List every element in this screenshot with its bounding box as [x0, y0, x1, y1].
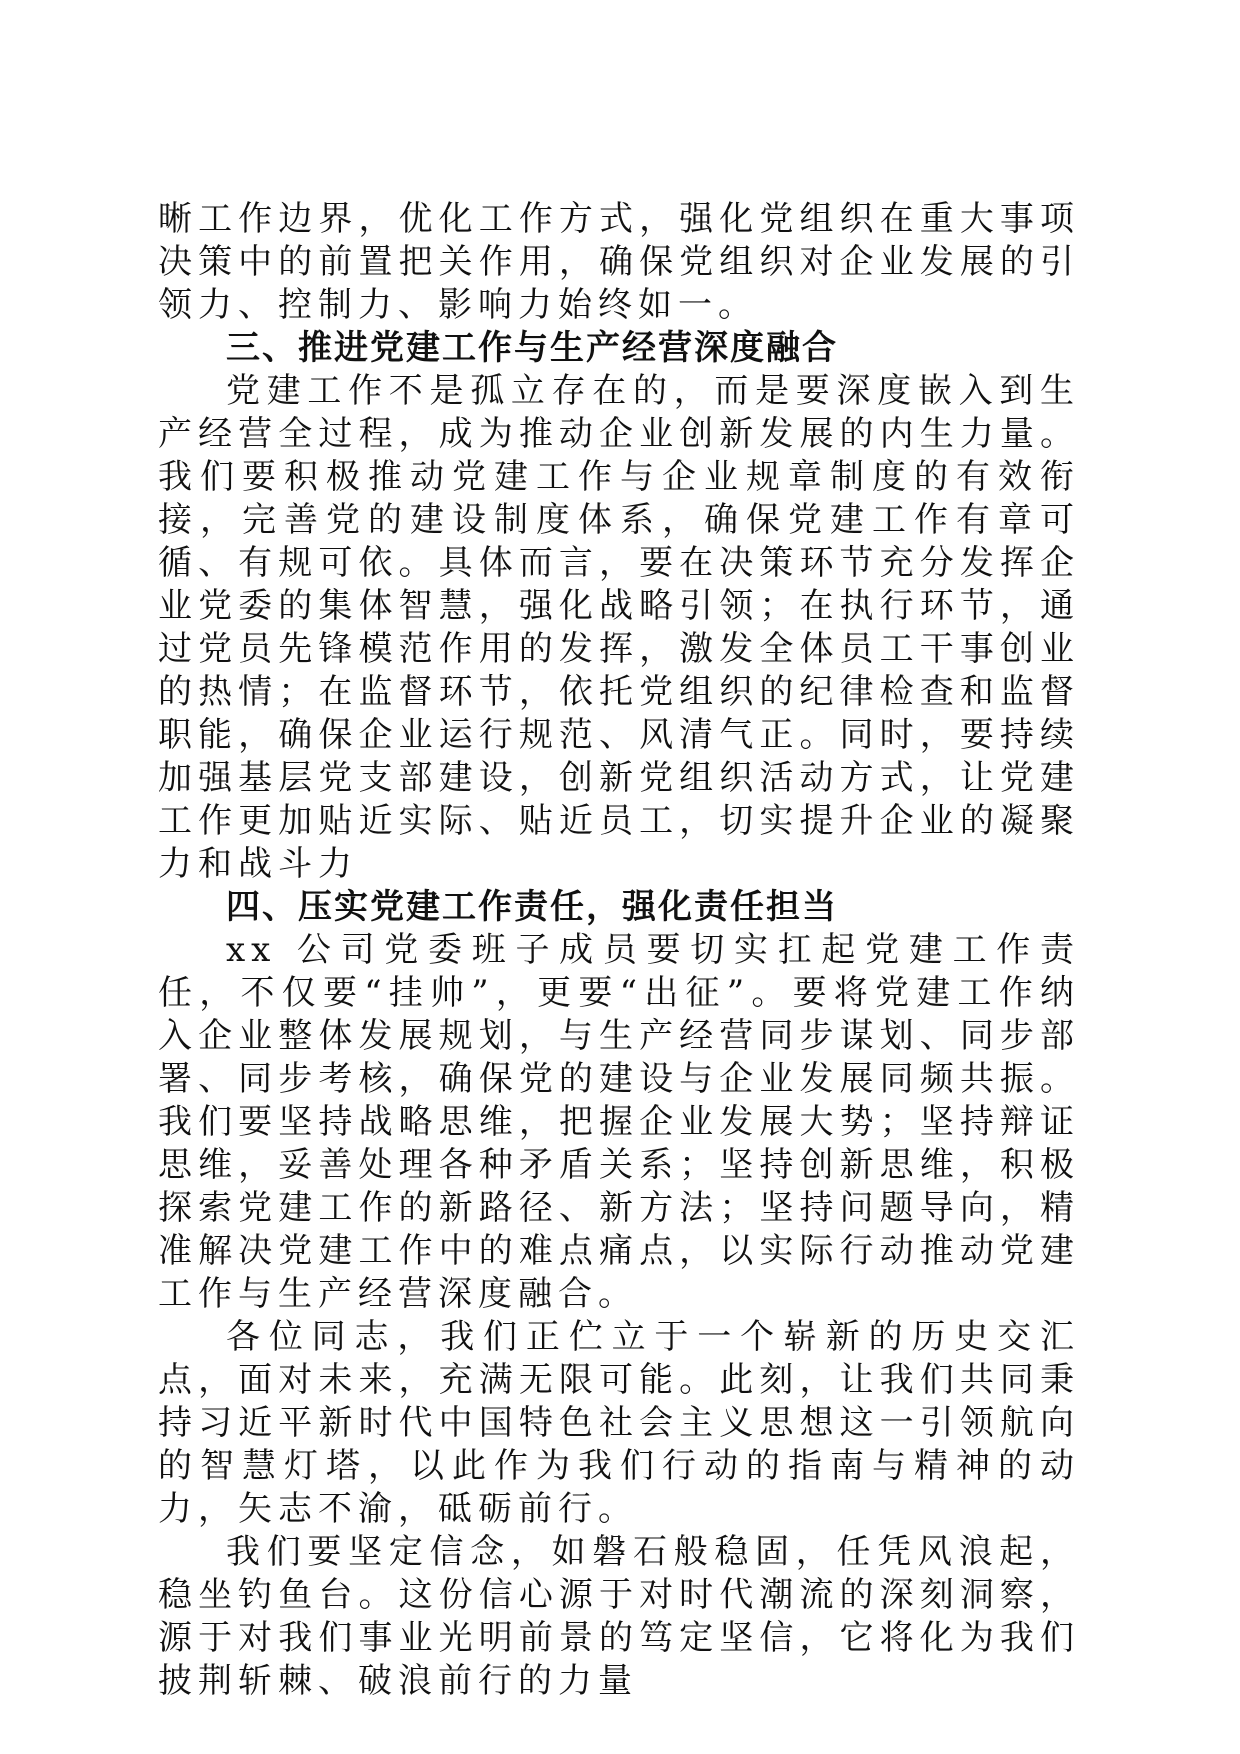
closing-paragraph-2: 我们要坚定信念，如磐石般稳固，任凭风浪起，稳坐钓鱼台。这份信心源于对时代潮流的深刻洞察，源于对我们事业光明前景的笃定坚信，它将化为我们披荆斩棘、破浪前行的力量 — [158, 1532, 1080, 1701]
paragraph-continuation: 晰工作边界，优化工作方式，强化党组织在重大事项决策中的前置把关作用，确保党组织对企业发展的引领力、控制力、影响力始终如一。 — [158, 199, 1080, 325]
section-3-paragraph: 党建工作不是孤立存在的，而是要深度嵌入到生产经营全过程，成为推动企业创新发展的内生力量。我们要积极推动党建工作与企业规章制度的有效衔接，完善党的建设制度体系，确保党建工作有章可循、有规可依。具体而言，要在决策环节充分发挥企业党委的集体智慧，强化战略引领；在执行环节，通过党员先锋模范作用的发挥，激发全体员工干事创业的热情；在监督环节，依托党组织的纪律检查和监督职能，确保企业运行规范、风清气正。同时，要持续加强基层党支部建设，创新党组织活动方式，让党建工作更加贴近实际、贴近员工，切实提升企业的凝聚力和战斗力 — [158, 371, 1080, 884]
section-heading-4: 四、压实党建工作责任，强化责任担当 — [226, 887, 838, 927]
section-heading-3: 三、推进党建工作与生产经营深度融合 — [226, 328, 838, 368]
document-body — [158, 198, 1080, 1703]
closing-paragraph-1: 各位同志，我们正伫立于一个崭新的历史交汇点，面对未来，充满无限可能。此刻，让我们共同秉持习近平新时代中国特色社会主义思想这一引领航向的智慧灯塔，以此作为我们行动的指南与精神的动力，矢志不渝，砥砺前行。 — [158, 1317, 1080, 1529]
section-4-paragraph: xx 公司党委班子成员要切实扛起党建工作责任，不仅要“挂帅”，更要“出征”。要将党建工作纳入企业整体发展规划，与生产经营同步谋划、同步部署、同步考核，确保党的建设与企业发展同频共振。我们要坚持战略思维，把握企业发展大势；坚持辩证思维，妥善处理各种矛盾关系；坚持创新思维，积极探索党建工作的新路径、新方法；坚持问题导向，精准解决党建工作中的难点痛点，以实际行动推动党建工作与生产经营深度融合。 — [158, 930, 1080, 1314]
